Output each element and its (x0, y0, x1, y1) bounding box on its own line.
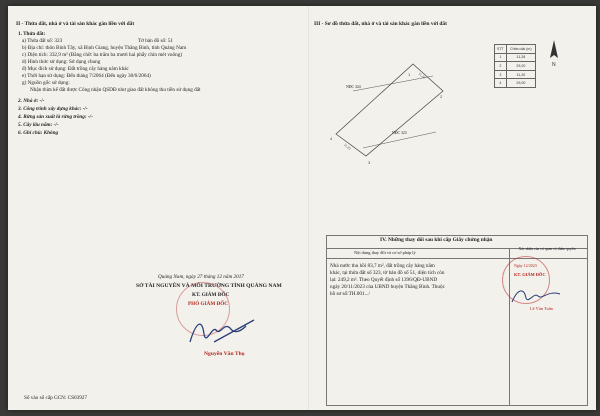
table-header: STT (495, 45, 507, 54)
section-iv-title: IV. Những thay đổi sau khi cấp Giấy chứng nhận (380, 237, 493, 243)
table-row: 4 29,00 (495, 79, 536, 88)
plot-area: c) Diện tích: 332,9 m² (Bằng chữ: ba trăm ba mươi hai phẩy chín mét vuông) (22, 52, 183, 58)
map-sheet-number: Tờ bản đồ số: 51 (138, 38, 174, 44)
svg-text:3: 3 (368, 160, 371, 165)
table-row: 1 11,28 (495, 53, 536, 62)
notes: 6. Ghi chú: Không (18, 130, 59, 136)
signer-name: Nguyễn Văn Thọ (204, 351, 245, 357)
adjacent-plot-label-a: NĐC 324 (346, 85, 361, 89)
changes-table (326, 235, 588, 406)
vice-director-stamp-title: PHÓ GIÁM ĐỐC (188, 301, 229, 307)
certificate-page (8, 6, 596, 410)
confirm-signature (508, 284, 568, 308)
table-row: 2 29,20 (495, 62, 536, 71)
change-line-2: khác, tại thửa đất số 323, tờ bản đồ số 51, diện tích còn (330, 270, 445, 276)
change-line-3: lại: 249,2 m². Theo Quyết định số 1396/QĐ-UBND (330, 277, 438, 283)
change-line-5: hồ sơ số:TH.001.../ (330, 291, 370, 297)
section-iii-title: III - Sơ đồ thửa đất, nhà ở và tài sản khác gắn liền với đất (314, 21, 447, 27)
confirm-title: KT. GIÁM ĐỐC (514, 272, 546, 277)
svg-text:11,28: 11,28 (417, 71, 427, 80)
plot-diagram (318, 36, 588, 236)
changes-col-confirmation: Xác nhận của cơ quan có thẩm quyền (518, 247, 576, 251)
adjacent-plot-label-b: NĐC 323 (392, 131, 407, 135)
usage-purpose: đ) Mục đích sử dụng: Đất trồng cây hàng năm khác (22, 66, 129, 72)
plot-number: a) Thửa đất số: 323 (22, 38, 63, 44)
svg-text:11,20: 11,20 (343, 142, 352, 151)
perennial-trees: 5. Cây lâu năm: -/- (18, 122, 59, 128)
usage-origin: Nhận thừa kế đất được Công nhận QSDĐ như giao đất không thu tiền sử dụng đất (30, 87, 201, 93)
table-header: Chiều dài (m) (506, 45, 535, 54)
usage-form: d) Hình thức sử dụng: Sử dụng chung (22, 59, 101, 65)
house-info: 2. Nhà ở: -/- (18, 98, 45, 104)
changes-col-content: Nội dung thay đổi và cơ sở pháp lý (354, 250, 416, 255)
edge-length-table (494, 44, 536, 88)
usage-origin-label: g) Nguồn gốc sử dụng: (22, 80, 70, 86)
table-row: 3 11,20 (495, 70, 536, 79)
north-arrow-icon (550, 40, 558, 58)
director-signature (184, 312, 264, 352)
land-plot-heading: 1. Thửa đất: (18, 31, 46, 37)
plot-address: b) Địa chỉ: thôn Bình Tây, xã Bình Giang, huyện Thăng Bình, tỉnh Quảng Nam (22, 45, 187, 51)
usage-term: e) Thời hạn sử dụng: Đến tháng 7/2064 (Đến ngày 30/6/2064) (22, 73, 151, 79)
svg-text:4: 4 (330, 136, 333, 141)
other-structures: 3. Công trình xây dựng khác: -/- (18, 106, 88, 112)
issue-date: Quảng Nam, ngày 27 tháng 12 năm 2017 (158, 274, 244, 280)
change-line-4: ngày 20/11/2023 của UBND huyện Thăng Bình. Thuộc (330, 284, 445, 290)
svg-text:N: N (552, 62, 556, 68)
page-fold (308, 6, 310, 410)
deputy-director-title: KT. GIÁM ĐỐC (192, 292, 230, 298)
certificate-serial: Số vào sổ cấp GCN: CS03927 (24, 395, 87, 401)
svg-text:2: 2 (440, 94, 443, 99)
issuing-authority: SỞ TÀI NGUYÊN VÀ MÔI TRƯỜNG TỈNH QUẢNG NAM (136, 283, 282, 289)
planted-forest: 4. Rừng sản xuất là rừng trồng: -/- (18, 114, 93, 120)
section-ii-title: II - Thửa đất, nhà ở và tài sản khác gắn liền với đất (16, 21, 135, 27)
confirm-signer: Lê Văn Tuấn (530, 306, 553, 311)
confirm-date: Ngày 12/2023 (514, 263, 537, 268)
change-line-1: Nhà nước thu hồi 83,7 m², đất trồng cây hàng năm (330, 263, 435, 269)
svg-text:1: 1 (408, 72, 411, 77)
